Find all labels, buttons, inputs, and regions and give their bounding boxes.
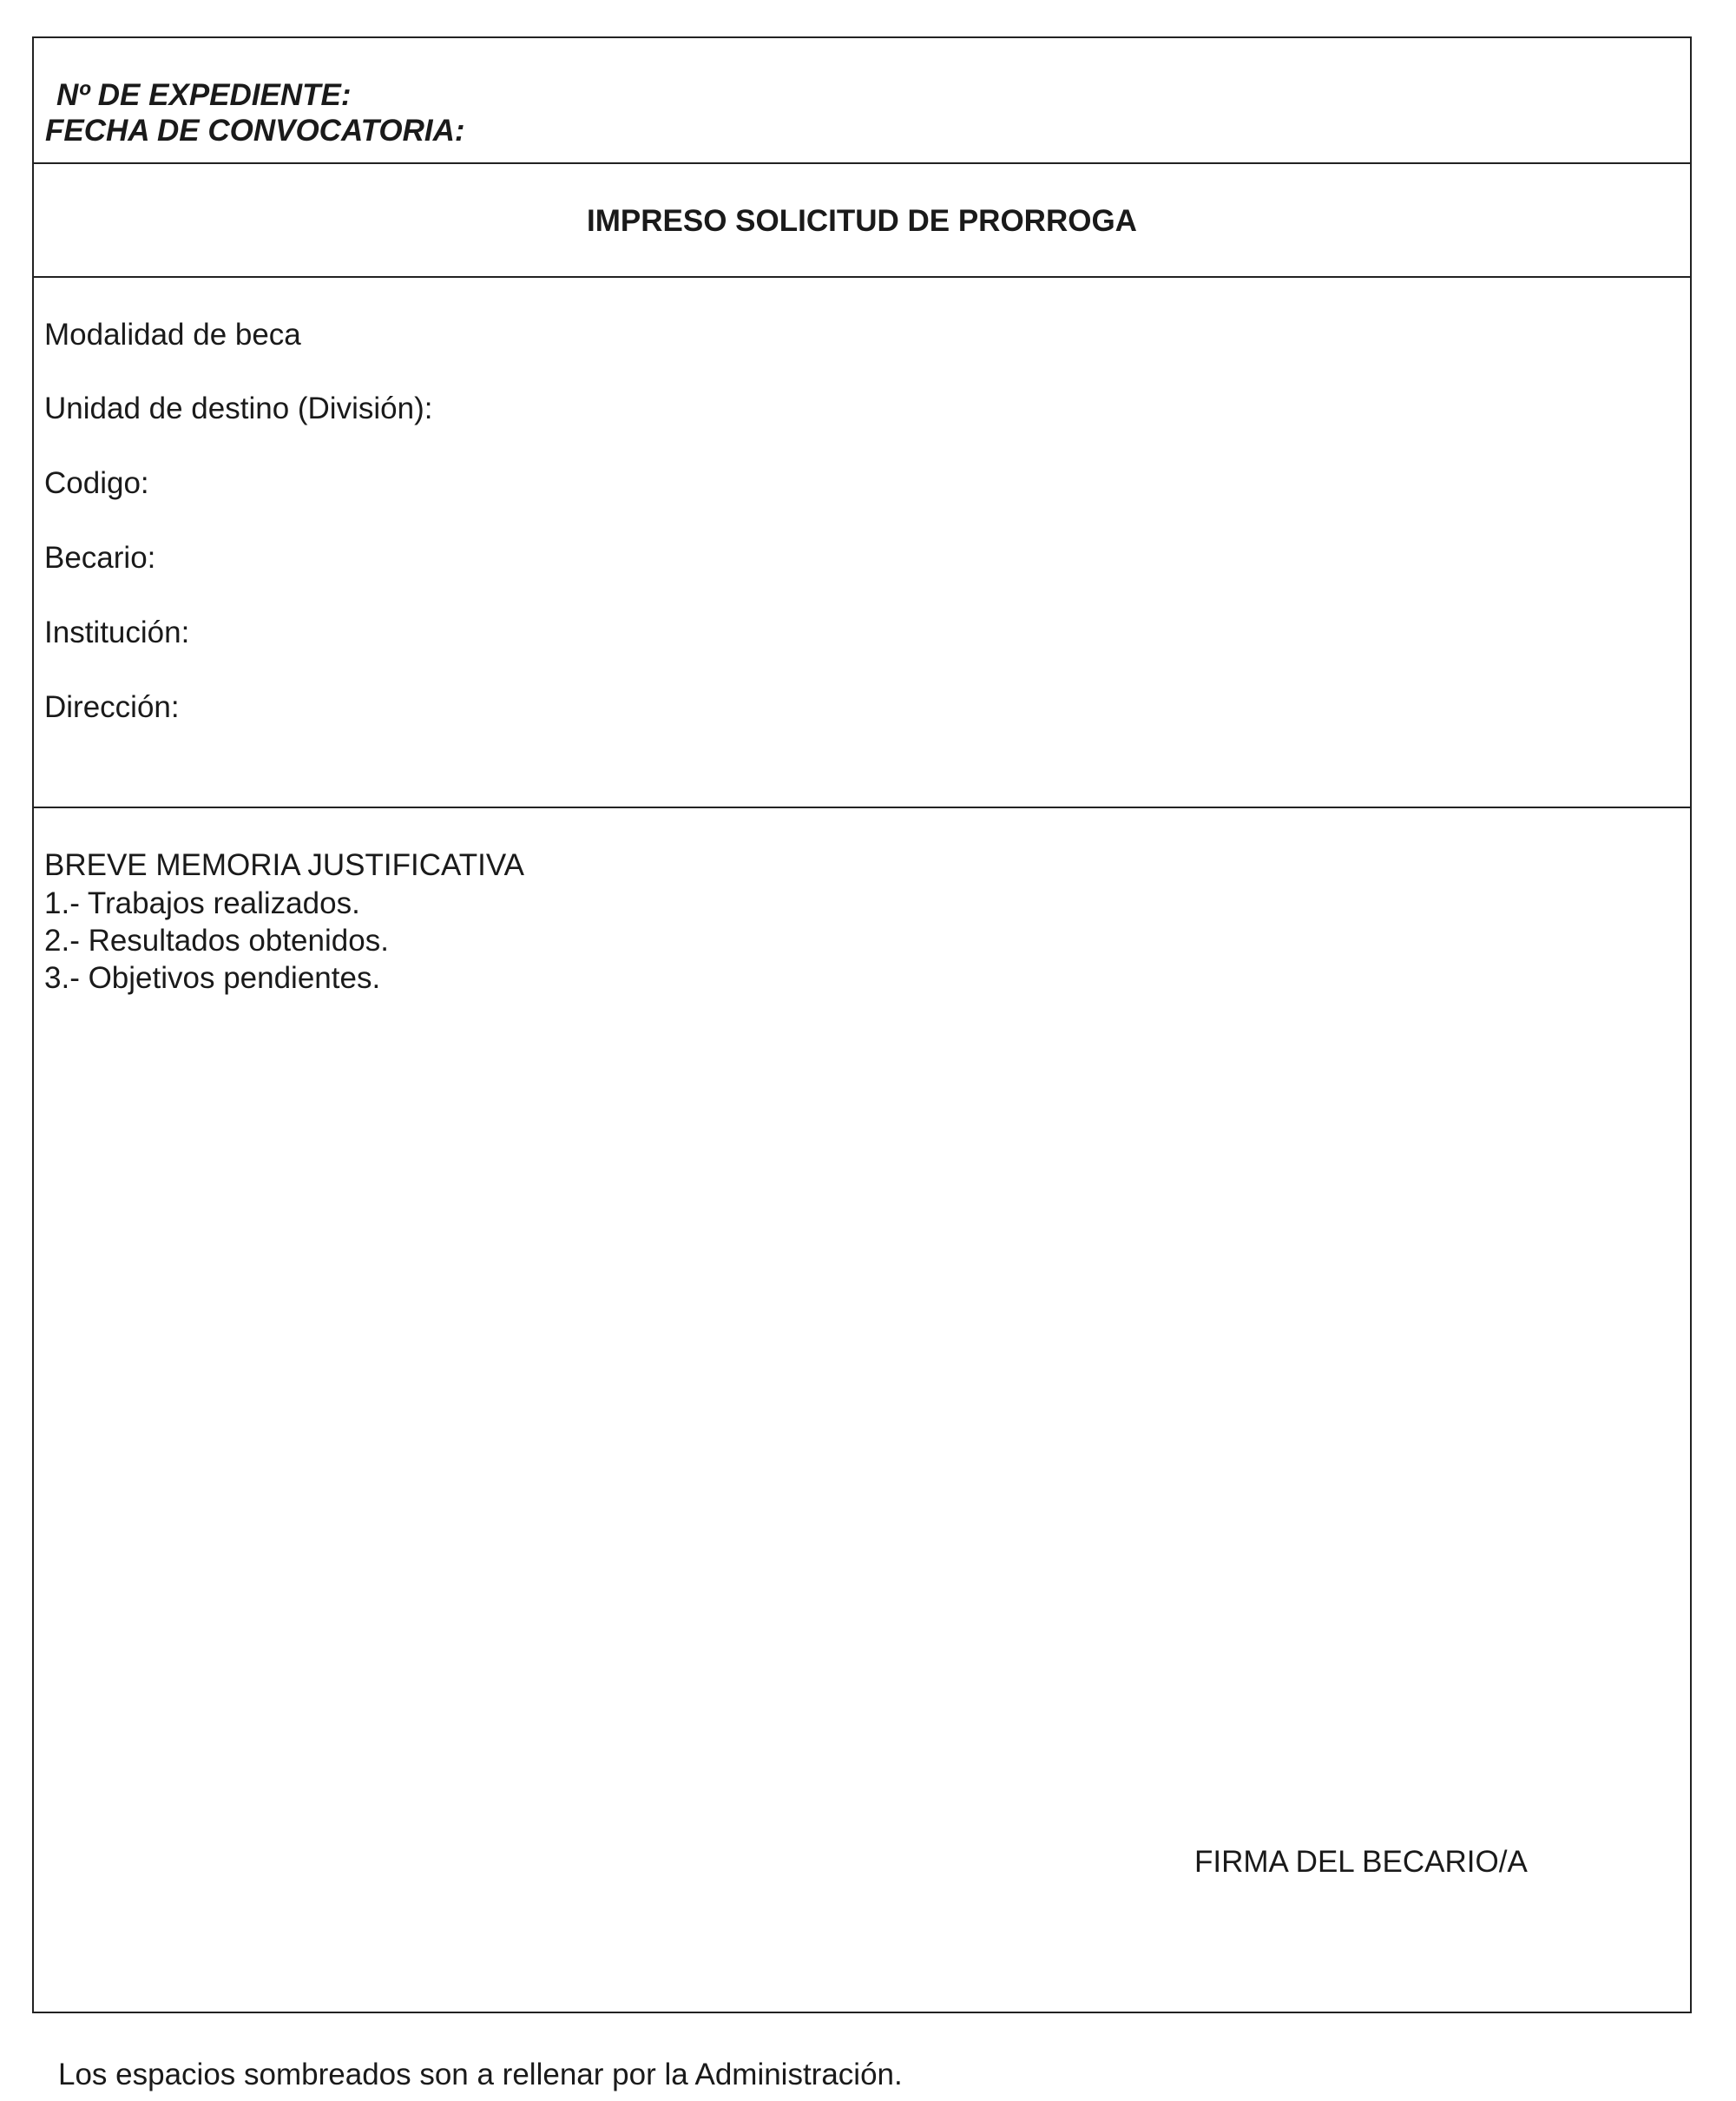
field-unidad-label: Unidad de destino (División): bbox=[44, 392, 433, 425]
memoria-list bbox=[44, 885, 389, 997]
field-institucion-label: Institución: bbox=[44, 616, 190, 649]
memoria-item: 3.- Objetivos pendientes. bbox=[44, 961, 381, 995]
title-section bbox=[34, 164, 1690, 278]
field-modalidad-label: Modalidad de beca bbox=[44, 318, 301, 352]
field-codigo-label: Codigo: bbox=[44, 466, 149, 500]
convocatoria-label: FECHA DE CONVOCATORIA: bbox=[45, 114, 465, 148]
memoria-heading: BREVE MEMORIA JUSTIFICATIVA bbox=[44, 848, 524, 882]
field-becario-label: Becario: bbox=[44, 541, 156, 575]
form-frame bbox=[32, 36, 1692, 2013]
field-direccion-label: Dirección: bbox=[44, 690, 180, 724]
footnote: Los espacios sombreados son a rellenar por la Administración. bbox=[58, 2058, 903, 2091]
memoria-section bbox=[34, 808, 1690, 2012]
signature-label: FIRMA DEL BECARIO/A bbox=[1194, 1845, 1528, 1879]
header-section bbox=[34, 38, 1690, 164]
expediente-label: Nº DE EXPEDIENTE: bbox=[56, 78, 352, 112]
memoria-item: 2.- Resultados obtenidos. bbox=[44, 924, 389, 958]
fields-section bbox=[34, 278, 1690, 808]
memoria-item: 1.- Trabajos realizados. bbox=[44, 886, 360, 920]
form-title: IMPRESO SOLICITUD DE PRORROGA bbox=[587, 204, 1137, 238]
